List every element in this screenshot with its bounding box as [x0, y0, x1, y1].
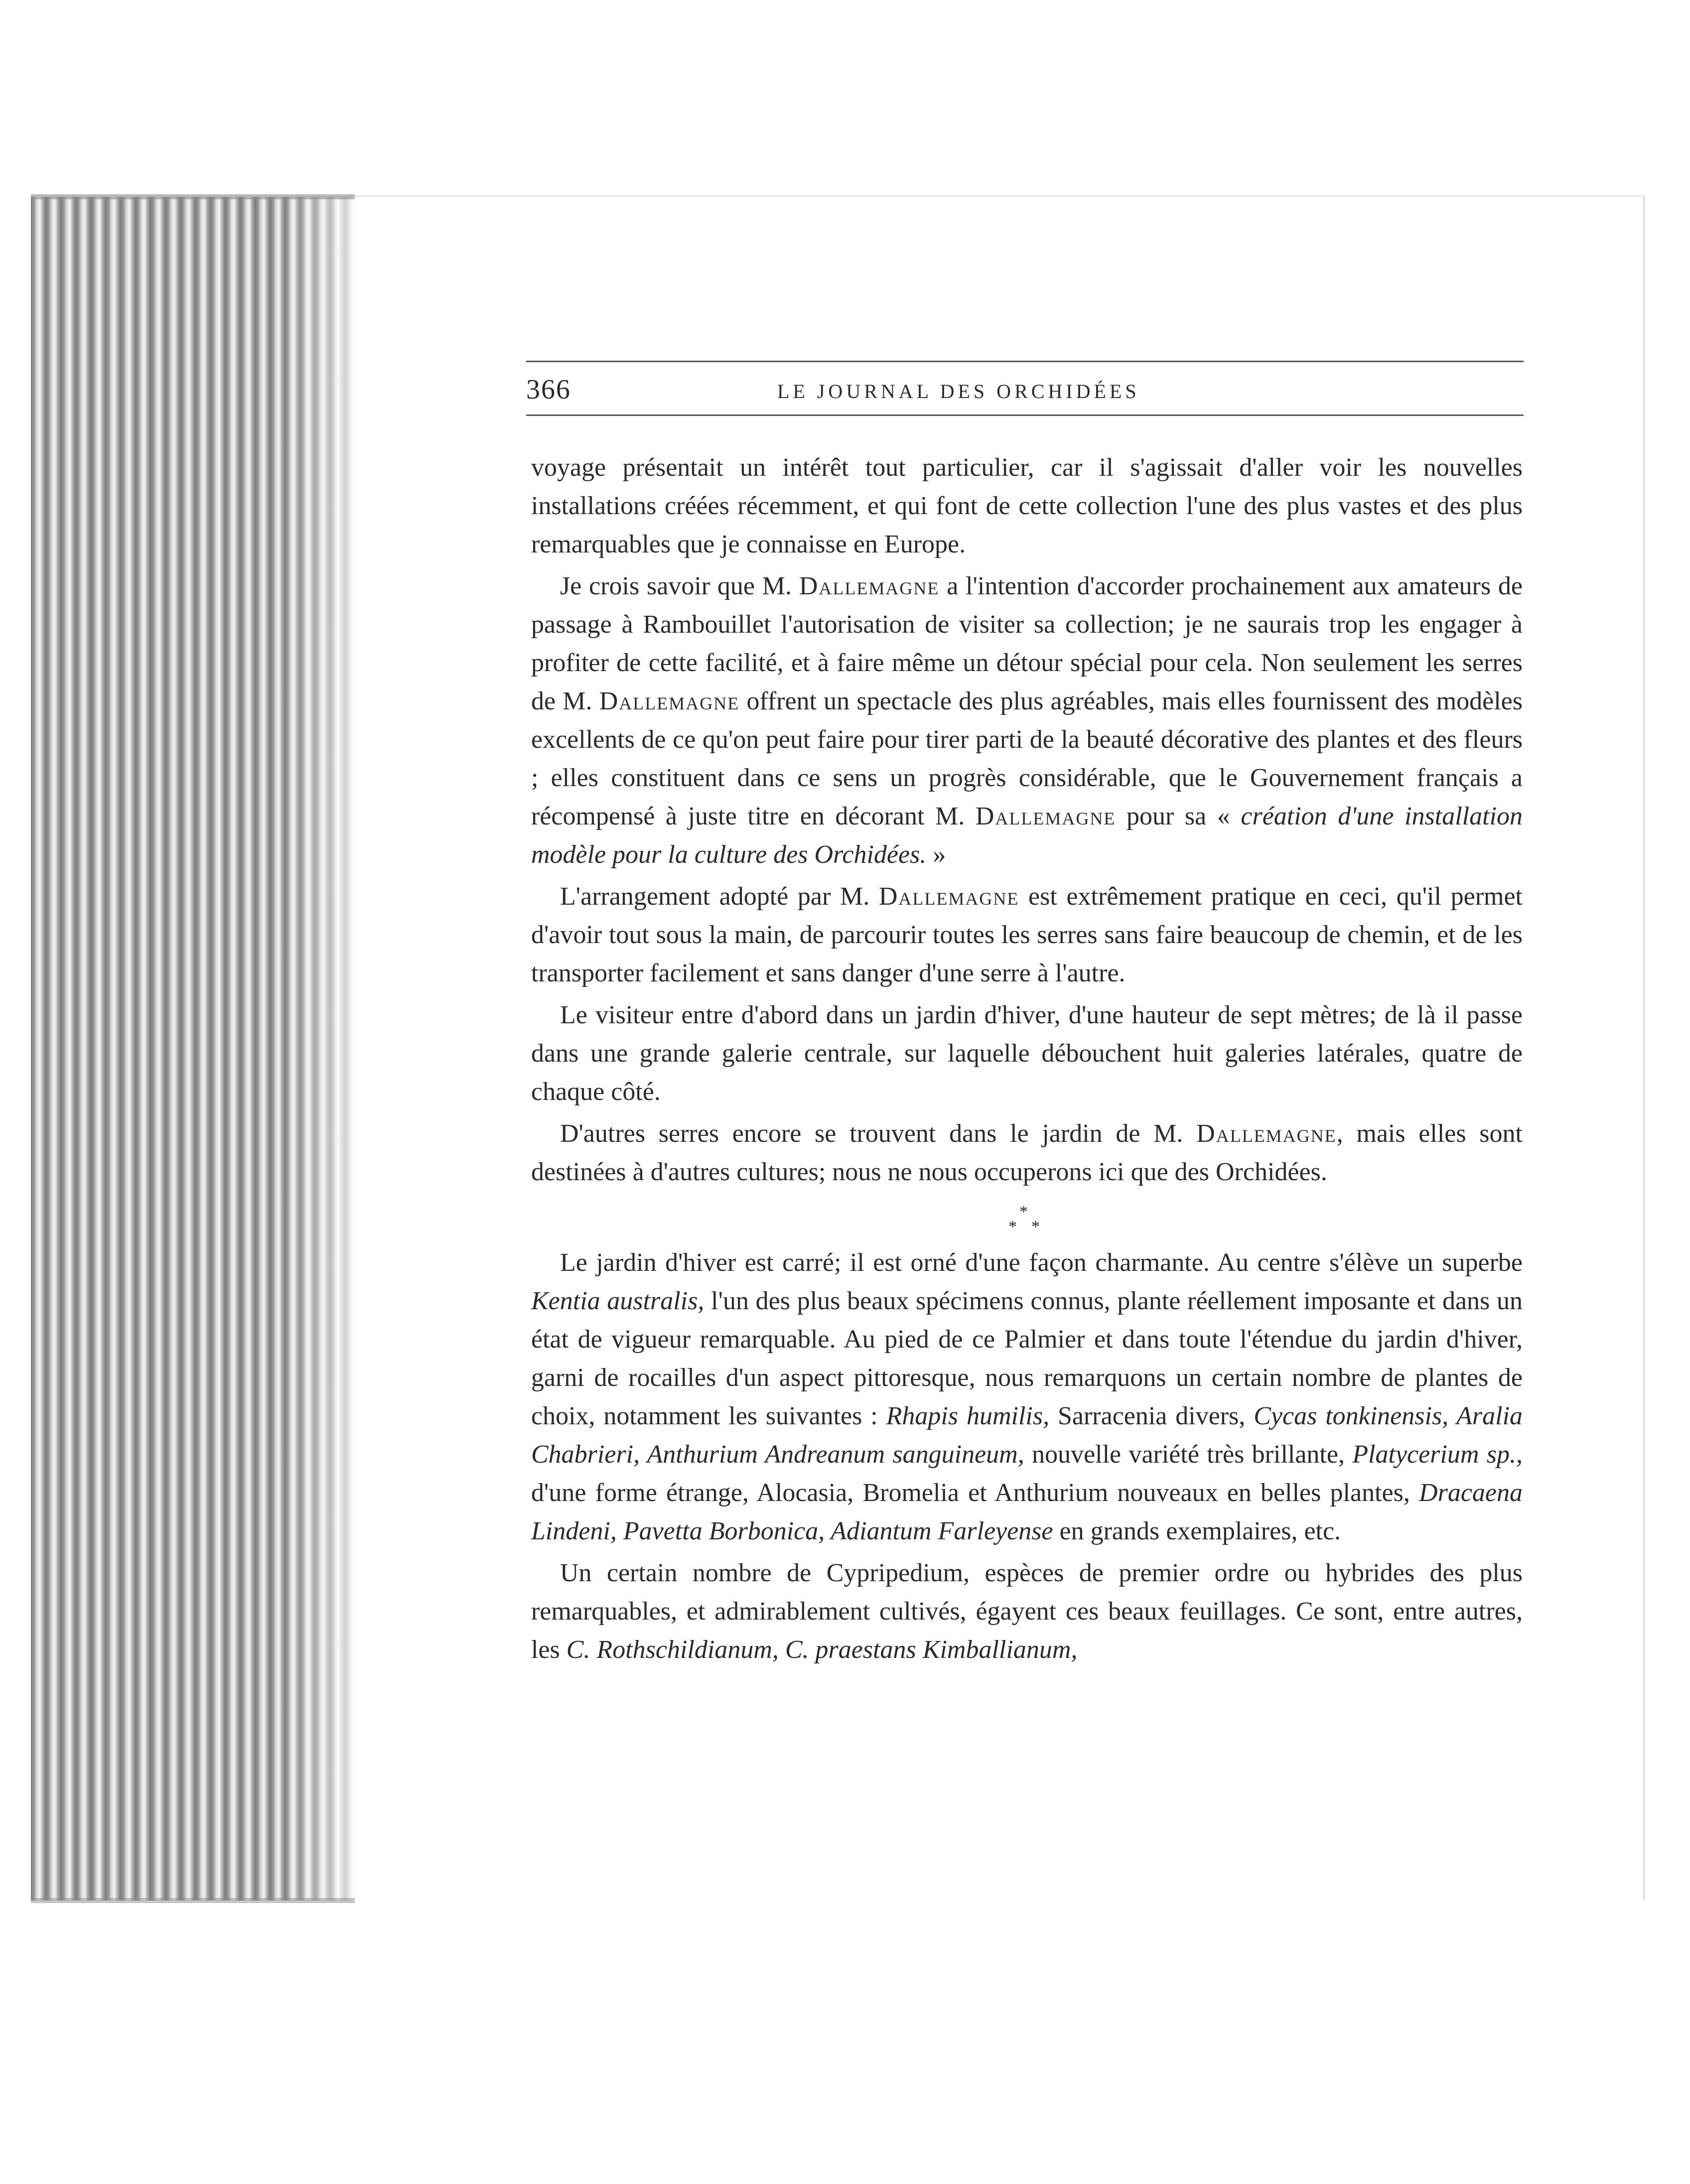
text-run: d'une forme étrange, Alocasia, Bromelia et Anthurium nouveaux en belles plantes, [531, 1479, 1419, 1507]
person-name: Dallemagne [599, 687, 740, 715]
gutter-bottom-edge [31, 1898, 355, 1903]
plant-name: Dracaena Lindeni, Pavetta Borbonica, Adiantum Farleyense [531, 1479, 1523, 1545]
text-run: L'arrangement adopté par M. [560, 882, 879, 911]
text-run: Sarracenia divers, [1049, 1402, 1254, 1430]
text-run: a l'intention d'accorder prochainement aux amateurs de passage à Rambouillet l'autorisation de visiter sa collection; je ne saurais trop les engager à profiter de cette facilité, et à faire même un détour spécial pour cela. Non seulement les serres de M. [531, 572, 1523, 715]
award-quote: création d'une installation modèle pour la culture des Orchidées. [531, 802, 1523, 869]
paragraph-3 [531, 877, 1523, 992]
text-run: D'autres serres encore se trouvent dans le jardin de M. [560, 1119, 1197, 1148]
text-run: , mais elles sont destinées à d'autres cultures; nous ne nous occuperons ici que des Orchidées. [531, 1119, 1523, 1186]
gutter-top-edge [31, 194, 355, 199]
page-right-edge [1643, 197, 1645, 1901]
plant-name: C. Rothschildianum, C. praestans Kimballianum, [566, 1636, 1078, 1664]
book-gutter-edge [31, 197, 355, 1901]
paragraph-2 [531, 567, 1523, 874]
body-text [531, 448, 1523, 1672]
page-top-edge [355, 195, 1645, 197]
plant-name: Cycas tonkinensis, Aralia Chabrieri, Anthurium Andreanum sanguineum, [531, 1402, 1523, 1469]
running-head: LE JOURNAL DES ORCHIDÉES [777, 380, 1140, 403]
section-asterism [531, 1195, 1523, 1242]
text-run: l'un des plus beaux spécimens connus, plante réellement imposante et dans un état de vigueur remarquable. Au pied de ce Palmier et dans toute l'étendue du jardin d'hiver, garni de rocailles d'un aspect pittoresque, nous remarquons un certain nombre de plantes de choix, notamment les suivantes : [531, 1287, 1523, 1430]
text-run: nouvelle variété très brillante, [1024, 1440, 1353, 1469]
paragraph-6 [531, 1243, 1523, 1550]
text-run: en grands exemplaires, etc. [1053, 1517, 1341, 1545]
person-name: Dallemagne [799, 572, 940, 600]
paragraph-5 [531, 1114, 1523, 1191]
plant-name: Rhapis humilis, [886, 1402, 1050, 1430]
header-rule-bottom [526, 414, 1524, 416]
text-run: Le jardin d'hiver est carré; il est orné d'une façon charmante. Au centre s'élève un superbe [560, 1248, 1523, 1277]
plant-name: Kentia australis, [531, 1287, 704, 1315]
text-run: offrent un spectacle des plus agréables, mais elles fournissent des modèles excellents de ce qu'on peut faire pour tirer parti de la beauté décorative des plantes et des fleurs ; elles constituent dans ce sens un progrès considérable, que le Gouvernement français a récompensé à juste titre en décorant M. [531, 687, 1523, 830]
text-run: pour sa « [1116, 802, 1241, 830]
header-rule-top [526, 361, 1524, 362]
asterism-star: * [1019, 1203, 1028, 1221]
asterism-star: * [1008, 1218, 1017, 1236]
text-run: » [926, 840, 946, 869]
page-number: 366 [526, 374, 571, 405]
text-run: Un certain nombre de Cypripedium, espèces de premier ordre ou hybrides des plus remarquables, et admirablement cultivés, égayent ces beaux feuillages. Ce sont, entre autres, les [531, 1559, 1523, 1664]
person-name: Dallemagne [975, 802, 1116, 830]
paragraph-1: voyage présentait un intérêt tout particulier, car il s'agissait d'aller voir les nouvelles installations créées récemment, et qui font de cette collection l'une des plus vastes et des plus remarquables que je connaisse en Europe. [531, 453, 1523, 558]
paragraph-4: Le visiteur entre d'abord dans un jardin d'hiver, d'une hauteur de sept mètres; de là il passe dans une grande galerie centrale, sur laquelle débouchent huit galeries latérales, quatre de chaque côté. [531, 1001, 1523, 1106]
person-name: Dallemagne [1196, 1119, 1337, 1148]
plant-name: Platycerium sp., [1352, 1440, 1523, 1469]
paragraph-7 [531, 1554, 1523, 1669]
text-run: Je crois savoir que M. [560, 572, 799, 600]
text-run: est extrêmement pratique en ceci, qu'il permet d'avoir tout sous la main, de parcourir toutes les serres sans faire beaucoup de chemin, et de les transporter facilement et sans danger d'une serre à l'autre. [531, 882, 1523, 987]
person-name: Dallemagne [878, 882, 1019, 911]
asterism-star: * [1031, 1218, 1040, 1236]
